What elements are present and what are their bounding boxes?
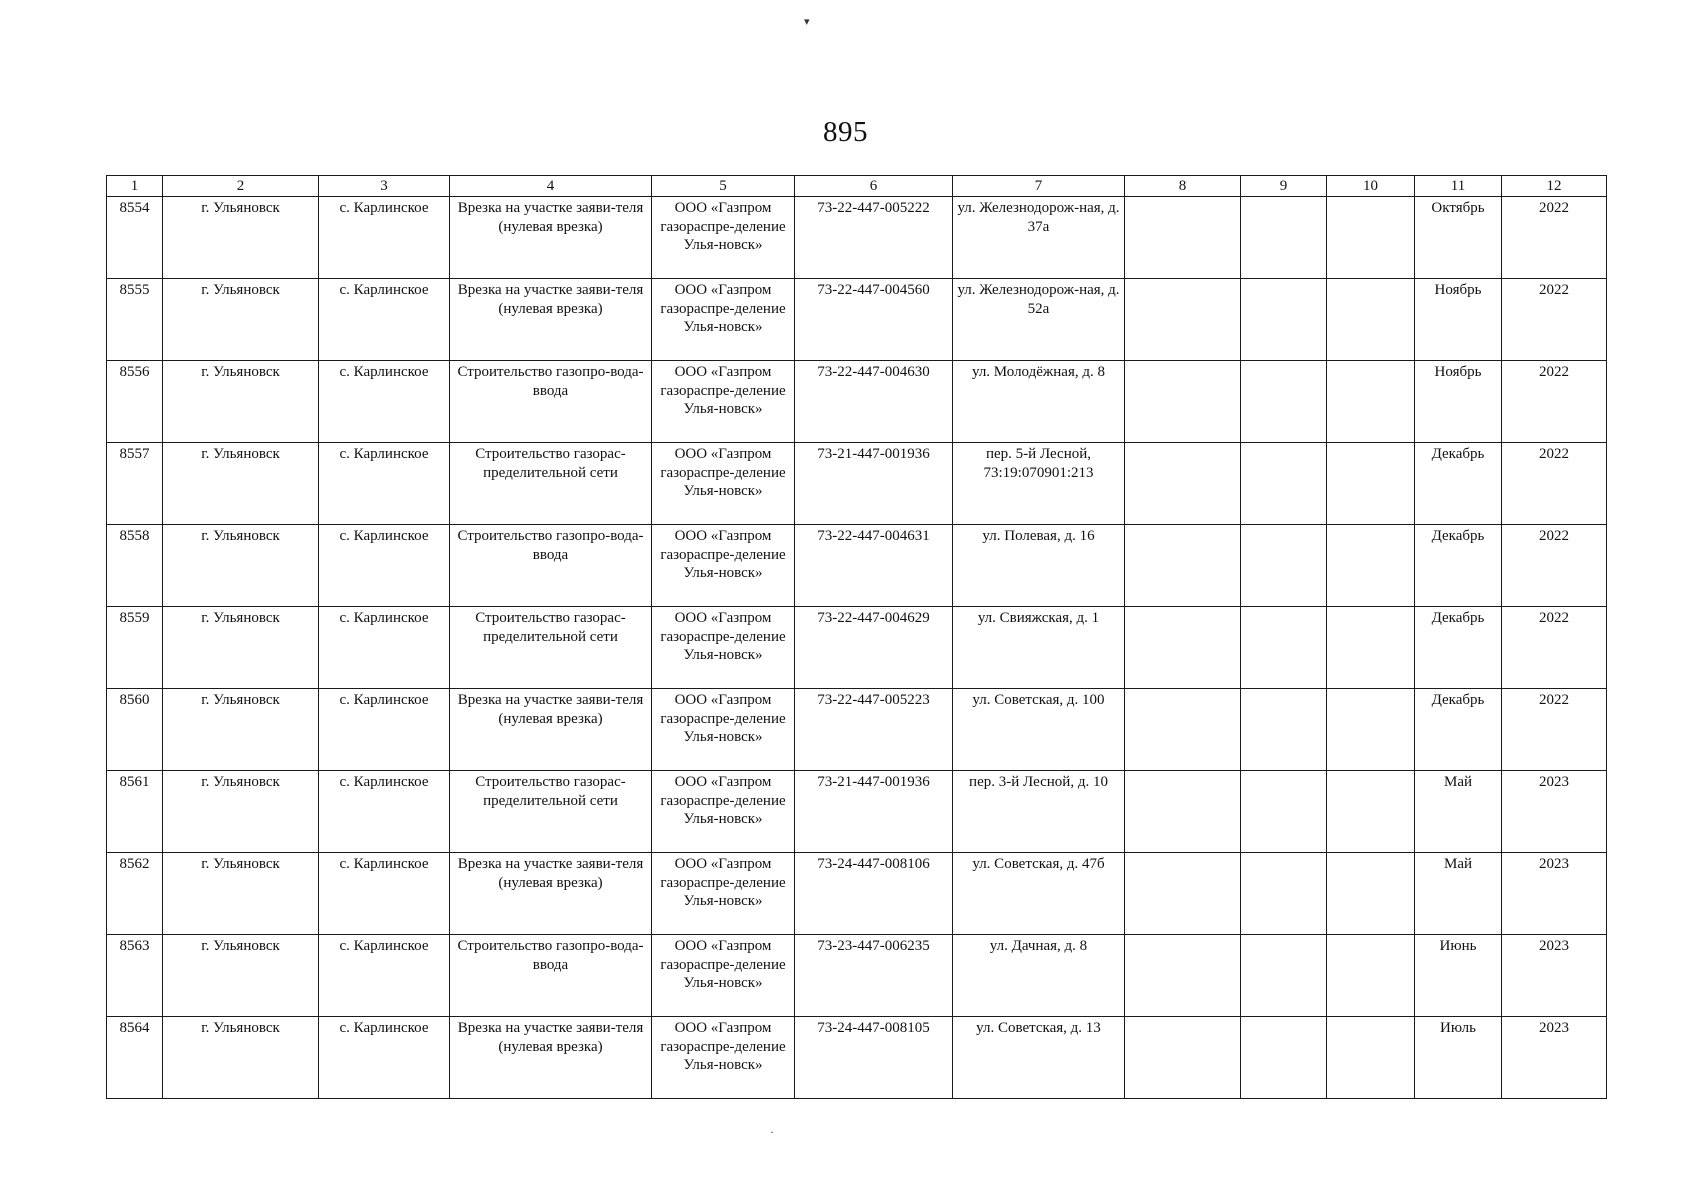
- table-row: [107, 689, 1607, 771]
- row-number: 8564: [107, 1017, 163, 1099]
- column-header: 3: [319, 176, 450, 197]
- table-row: [107, 935, 1607, 1017]
- table-row: [107, 197, 1607, 279]
- row-number: 8562: [107, 853, 163, 935]
- column-header: 11: [1415, 176, 1502, 197]
- settlement-cell: с. Карлинское: [319, 361, 450, 443]
- column-header: 12: [1502, 176, 1607, 197]
- registry-table: [106, 175, 1607, 1099]
- work-type-cell: Строительство газорас-пределительной сети: [450, 771, 652, 853]
- object-code-cell: 73-21-447-001936: [795, 771, 953, 853]
- table-row: [107, 607, 1607, 689]
- city-cell: г. Ульяновск: [163, 607, 319, 689]
- settlement-cell: с. Карлинское: [319, 689, 450, 771]
- year-cell: 2023: [1502, 935, 1607, 1017]
- city-cell: г. Ульяновск: [163, 443, 319, 525]
- month-cell: Декабрь: [1415, 525, 1502, 607]
- year-cell: 2022: [1502, 689, 1607, 771]
- object-code-cell: 73-24-447-008106: [795, 853, 953, 935]
- column-header: 10: [1327, 176, 1415, 197]
- organization-cell: ООО «Газпром газораспре-деление Улья-новск»: [652, 361, 795, 443]
- table-row: [107, 771, 1607, 853]
- settlement-cell: с. Карлинское: [319, 443, 450, 525]
- column-header: 8: [1125, 176, 1241, 197]
- column-8-cell: [1125, 689, 1241, 771]
- object-code-cell: 73-21-447-001936: [795, 443, 953, 525]
- column-header: 9: [1241, 176, 1327, 197]
- table-row: [107, 443, 1607, 525]
- column-header: 6: [795, 176, 953, 197]
- work-type-cell: Строительство газопро-вода-ввода: [450, 525, 652, 607]
- year-cell: 2022: [1502, 361, 1607, 443]
- column-8-cell: [1125, 853, 1241, 935]
- column-header: 1: [107, 176, 163, 197]
- column-9-cell: [1241, 1017, 1327, 1099]
- column-10-cell: [1327, 361, 1415, 443]
- address-cell: ул. Свияжская, д. 1: [953, 607, 1125, 689]
- settlement-cell: с. Карлинское: [319, 1017, 450, 1099]
- column-10-cell: [1327, 279, 1415, 361]
- column-9-cell: [1241, 771, 1327, 853]
- work-type-cell: Врезка на участке заяви-теля (нулевая врезка): [450, 279, 652, 361]
- scan-speck-top: ▾: [804, 16, 810, 28]
- organization-cell: ООО «Газпром газораспре-деление Улья-новск»: [652, 853, 795, 935]
- row-number: 8560: [107, 689, 163, 771]
- row-number: 8563: [107, 935, 163, 1017]
- column-10-cell: [1327, 689, 1415, 771]
- object-code-cell: 73-24-447-008105: [795, 1017, 953, 1099]
- work-type-cell: Врезка на участке заяви-теля (нулевая врезка): [450, 1017, 652, 1099]
- year-cell: 2023: [1502, 1017, 1607, 1099]
- work-type-cell: Строительство газорас-пределительной сети: [450, 607, 652, 689]
- column-8-cell: [1125, 771, 1241, 853]
- object-code-cell: 73-22-447-005223: [795, 689, 953, 771]
- address-cell: ул. Советская, д. 13: [953, 1017, 1125, 1099]
- year-cell: 2022: [1502, 279, 1607, 361]
- address-cell: пер. 5-й Лесной, 73:19:070901:213: [953, 443, 1125, 525]
- work-type-cell: Строительство газопро-вода-ввода: [450, 935, 652, 1017]
- column-9-cell: [1241, 689, 1327, 771]
- column-8-cell: [1125, 607, 1241, 689]
- column-10-cell: [1327, 853, 1415, 935]
- address-cell: ул. Советская, д. 47б: [953, 853, 1125, 935]
- city-cell: г. Ульяновск: [163, 361, 319, 443]
- settlement-cell: с. Карлинское: [319, 279, 450, 361]
- year-cell: 2022: [1502, 443, 1607, 525]
- work-type-cell: Врезка на участке заяви-теля (нулевая врезка): [450, 689, 652, 771]
- address-cell: пер. 3-й Лесной, д. 10: [953, 771, 1125, 853]
- header-row: [107, 176, 1607, 197]
- month-cell: Декабрь: [1415, 443, 1502, 525]
- object-code-cell: 73-22-447-004631: [795, 525, 953, 607]
- table-row: [107, 853, 1607, 935]
- organization-cell: ООО «Газпром газораспре-деление Улья-новск»: [652, 689, 795, 771]
- city-cell: г. Ульяновск: [163, 771, 319, 853]
- row-number: 8557: [107, 443, 163, 525]
- month-cell: Май: [1415, 853, 1502, 935]
- column-10-cell: [1327, 443, 1415, 525]
- column-header: 7: [953, 176, 1125, 197]
- month-cell: Ноябрь: [1415, 279, 1502, 361]
- row-number: 8561: [107, 771, 163, 853]
- month-cell: Июнь: [1415, 935, 1502, 1017]
- column-8-cell: [1125, 1017, 1241, 1099]
- table-row: [107, 1017, 1607, 1099]
- settlement-cell: с. Карлинское: [319, 197, 450, 279]
- year-cell: 2022: [1502, 525, 1607, 607]
- address-cell: ул. Молодёжная, д. 8: [953, 361, 1125, 443]
- address-cell: ул. Дачная, д. 8: [953, 935, 1125, 1017]
- column-9-cell: [1241, 935, 1327, 1017]
- address-cell: ул. Советская, д. 100: [953, 689, 1125, 771]
- month-cell: Октябрь: [1415, 197, 1502, 279]
- city-cell: г. Ульяновск: [163, 853, 319, 935]
- column-8-cell: [1125, 279, 1241, 361]
- month-cell: Май: [1415, 771, 1502, 853]
- column-10-cell: [1327, 197, 1415, 279]
- year-cell: 2022: [1502, 197, 1607, 279]
- row-number: 8554: [107, 197, 163, 279]
- column-header: 4: [450, 176, 652, 197]
- city-cell: г. Ульяновск: [163, 525, 319, 607]
- organization-cell: ООО «Газпром газораспре-деление Улья-новск»: [652, 279, 795, 361]
- column-8-cell: [1125, 525, 1241, 607]
- month-cell: Июль: [1415, 1017, 1502, 1099]
- column-10-cell: [1327, 525, 1415, 607]
- column-9-cell: [1241, 443, 1327, 525]
- column-8-cell: [1125, 197, 1241, 279]
- object-code-cell: 73-22-447-005222: [795, 197, 953, 279]
- table-row: [107, 279, 1607, 361]
- organization-cell: ООО «Газпром газораспре-деление Улья-новск»: [652, 935, 795, 1017]
- year-cell: 2023: [1502, 771, 1607, 853]
- settlement-cell: с. Карлинское: [319, 607, 450, 689]
- object-code-cell: 73-22-447-004560: [795, 279, 953, 361]
- column-10-cell: [1327, 607, 1415, 689]
- table-row: [107, 525, 1607, 607]
- object-code-cell: 73-23-447-006235: [795, 935, 953, 1017]
- column-9-cell: [1241, 279, 1327, 361]
- column-8-cell: [1125, 935, 1241, 1017]
- organization-cell: ООО «Газпром газораспре-деление Улья-новск»: [652, 525, 795, 607]
- column-10-cell: [1327, 935, 1415, 1017]
- address-cell: ул. Железнодорож-ная, д. 52а: [953, 279, 1125, 361]
- work-type-cell: Строительство газорас-пределительной сети: [450, 443, 652, 525]
- column-9-cell: [1241, 361, 1327, 443]
- object-code-cell: 73-22-447-004629: [795, 607, 953, 689]
- work-type-cell: Врезка на участке заяви-теля (нулевая врезка): [450, 197, 652, 279]
- registry-rows: [107, 197, 1607, 1099]
- work-type-cell: Строительство газопро-вода-ввода: [450, 361, 652, 443]
- settlement-cell: с. Карлинское: [319, 525, 450, 607]
- column-8-cell: [1125, 361, 1241, 443]
- row-number: 8555: [107, 279, 163, 361]
- row-number: 8558: [107, 525, 163, 607]
- settlement-cell: с. Карлинское: [319, 853, 450, 935]
- organization-cell: ООО «Газпром газораспре-деление Улья-новск»: [652, 1017, 795, 1099]
- column-9-cell: [1241, 197, 1327, 279]
- month-cell: Ноябрь: [1415, 361, 1502, 443]
- organization-cell: ООО «Газпром газораспре-деление Улья-новск»: [652, 197, 795, 279]
- year-cell: 2022: [1502, 607, 1607, 689]
- city-cell: г. Ульяновск: [163, 935, 319, 1017]
- city-cell: г. Ульяновск: [163, 279, 319, 361]
- column-9-cell: [1241, 607, 1327, 689]
- table-row: [107, 361, 1607, 443]
- city-cell: г. Ульяновск: [163, 197, 319, 279]
- column-header: 2: [163, 176, 319, 197]
- column-10-cell: [1327, 771, 1415, 853]
- organization-cell: ООО «Газпром газораспре-деление Улья-новск»: [652, 771, 795, 853]
- month-cell: Декабрь: [1415, 689, 1502, 771]
- object-code-cell: 73-22-447-004630: [795, 361, 953, 443]
- work-type-cell: Врезка на участке заяви-теля (нулевая врезка): [450, 853, 652, 935]
- year-cell: 2023: [1502, 853, 1607, 935]
- row-number: 8556: [107, 361, 163, 443]
- settlement-cell: с. Карлинское: [319, 935, 450, 1017]
- scan-speck-bottom: ·: [770, 1125, 774, 1139]
- column-10-cell: [1327, 1017, 1415, 1099]
- column-header: 5: [652, 176, 795, 197]
- address-cell: ул. Полевая, д. 16: [953, 525, 1125, 607]
- city-cell: г. Ульяновск: [163, 1017, 319, 1099]
- row-number: 8559: [107, 607, 163, 689]
- address-cell: ул. Железнодорож-ная, д. 37а: [953, 197, 1125, 279]
- column-9-cell: [1241, 853, 1327, 935]
- column-8-cell: [1125, 443, 1241, 525]
- column-9-cell: [1241, 525, 1327, 607]
- organization-cell: ООО «Газпром газораспре-деление Улья-новск»: [652, 443, 795, 525]
- city-cell: г. Ульяновск: [163, 689, 319, 771]
- settlement-cell: с. Карлинское: [319, 771, 450, 853]
- page-number: 895: [823, 116, 868, 148]
- month-cell: Декабрь: [1415, 607, 1502, 689]
- organization-cell: ООО «Газпром газораспре-деление Улья-новск»: [652, 607, 795, 689]
